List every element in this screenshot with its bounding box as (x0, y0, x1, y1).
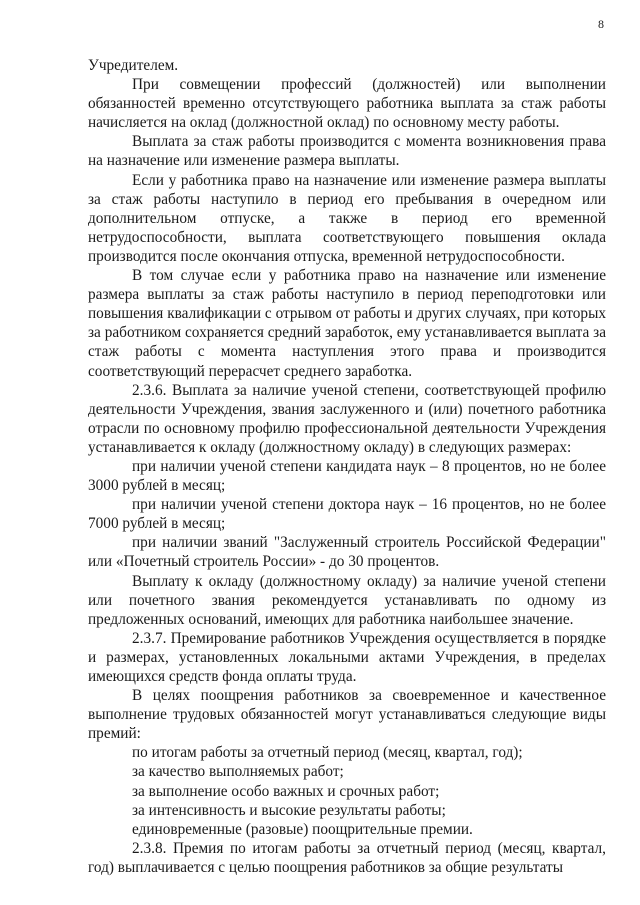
paragraph: При совмещении профессий (должностей) или выполнении обязанностей временно отсутствующего работника выплата за стаж работы начисляется на оклад (должностной оклад) по основному месту работы. (88, 76, 606, 132)
paragraph: В целях поощрения работников за своевременное и качественное выполнение трудовых обязанностей могут устанавливаться следующие виды премий: (88, 687, 606, 743)
paragraph: Выплата за стаж работы производится с момента возникновения права на назначение или изменение размера выплаты. (88, 133, 606, 170)
list-item: единовременные (разовые) поощрительные премии. (132, 820, 473, 838)
paragraph: Если у работника право на назначение или изменение размера выплаты за стаж работы наступило в период его пребывания в очередном или дополнительном отпуске, а также в период его временной нетрудоспособности, выплата соответствующего повышения оклада производится после окончания отпуска, временной нетрудоспособности. (88, 171, 606, 265)
section-2-3-8-paragraph: 2.3.8. Премия по итогам работы за отчетный период (месяц, квартал, год) выплачивается с целью поощрения работников за общие результаты (88, 839, 606, 876)
page-number: 8 (598, 17, 604, 31)
paragraph: при наличии ученой степени доктора наук – 16 процентов, но не более 7000 рублей в месяц; (88, 496, 606, 533)
section-2-3-7-paragraph: 2.3.7. Премирование работников Учреждения осуществляется в порядке и размерах, установленных локальными актами Учреждения, в пределах имеющихся средств фонда оплаты труда. (88, 629, 606, 685)
paragraph: В том случае если у работника право на назначение или изменение размера выплаты за стаж работы наступило в период переподготовки или повышения квалификации с отрывом от работы и других случаях, при которых за работником сохраняется средний заработок, ему устанавливается выплата за стаж работы с момента наступления этого права и производится соответствующий перерасчет среднего заработка. (88, 267, 606, 380)
body-text (88, 56, 606, 877)
list-item: за качество выполняемых работ; (132, 763, 344, 781)
paragraph: при наличии званий "Заслуженный строитель Российской Федерации" или «Почетный строитель России» - до 30 процентов. (88, 534, 606, 571)
paragraph: при наличии ученой степени кандидата наук – 8 процентов, но не более 3000 рублей в месяц; (88, 457, 606, 495)
list-item: за интенсивность и высокие результаты работы; (132, 801, 446, 819)
list-item: за выполнение особо важных и срочных работ; (132, 782, 440, 800)
paragraph: Выплату к окладу (должностному окладу) за наличие ученой степени или почетного звания рекомендуется устанавливать по одному из предложенных оснований, имеющих для работника наибольшее значение. (88, 572, 606, 628)
list-item: по итогам работы за отчетный период (месяц, квартал, год); (132, 744, 523, 762)
paragraph: Учредителем. (88, 57, 179, 74)
section-2-3-6-paragraph: 2.3.6. Выплата за наличие ученой степени, соответствующей профилю деятельности Учреждения, звания заслуженного и (или) почетного работника отрасли по основному профилю профессиональной деятельности Учреждения устанавливается к окладу (должностному окладу) в следующих размерах: (88, 381, 606, 456)
